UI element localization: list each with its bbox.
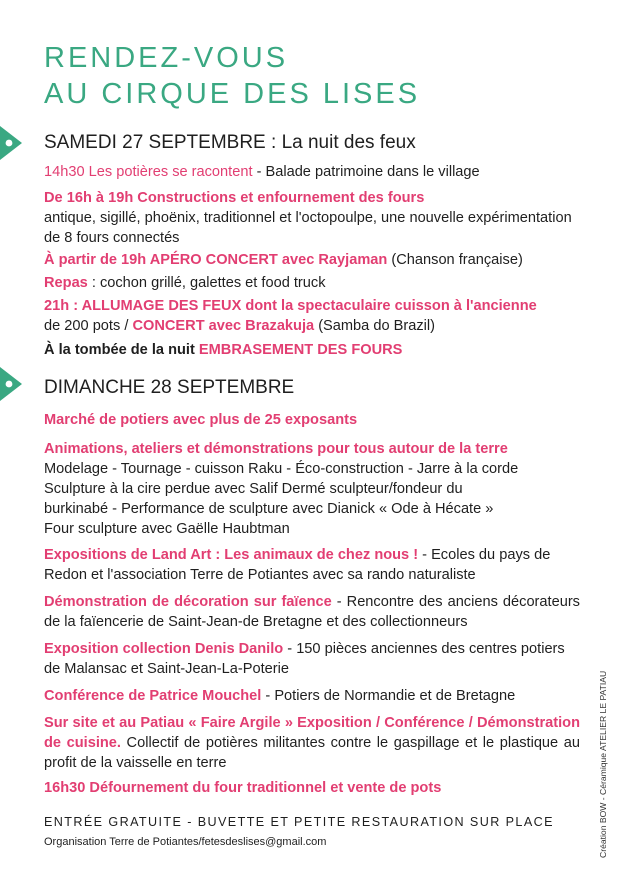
sun-event-marche <box>44 410 580 430</box>
event-title: À partir de 19h APÉRO CONCERT avec Rayjaman <box>44 252 388 268</box>
event-title: Animations, ateliers et démonstrations pour tous autour de la terre <box>44 441 508 457</box>
event-text: - 150 pièces anciennes des centres potiers de Malansac et Saint-Jean-La-Poterie <box>44 641 565 677</box>
event-text: (Chanson française) <box>387 252 523 268</box>
credit-vertical: Création BOW - Céramique ATELIER LE PATIAU <box>598 670 608 858</box>
event-text: - Rencontre des anciens décorateurs de la faïencerie de Saint-Jean-de Bretagne et des collectionneurs <box>44 594 580 630</box>
event-title: Repas <box>44 275 88 291</box>
sunday-heading: DIMANCHE 28 SEPTEMBRE <box>44 377 295 398</box>
event-text-line: Four sculpture avec Gaëlle Haubtman <box>44 521 290 537</box>
organizer-contact: Organisation Terre de Potiantes/fetesdeslises@gmail.com <box>44 836 327 848</box>
event-title: Sur site et au Patiau « Faire Argile » Exposition / Conférence / Démonstration de cuisine. <box>44 715 580 751</box>
page-title <box>44 40 420 112</box>
event-text: : cochon grillé, galettes et food truck <box>87 275 326 291</box>
sat-event-embrasement <box>44 340 580 360</box>
event-text: Collectif de potières militantes contre le gaspillage et le plastique au profit de la vaisselle en terre <box>44 735 580 771</box>
sun-event-danilo <box>44 639 580 679</box>
section-marker-icon <box>0 367 22 401</box>
section-marker-icon <box>0 126 22 160</box>
sat-event-repas <box>44 273 580 293</box>
title-line-2: AU CIRQUE DES LISES <box>44 78 421 110</box>
sat-event-apero <box>44 250 580 270</box>
event-title: EMBRASEMENT DES FOURS <box>198 342 403 358</box>
event-title: De 16h à 19h Constructions et enfournement des fours <box>44 190 425 206</box>
sat-event-balade <box>44 162 580 182</box>
event-text: - Potiers de Normandie et de Bretagne <box>261 688 516 704</box>
event-text: - Ecoles du pays de Redon et l'association Terre de Potiantes avec sa rando naturaliste <box>44 547 551 583</box>
event-text: antique, sigillé, phoënix, traditionnel et l'octopoulpe, une nouvelle expérimentation de 8 fours connectés <box>44 210 572 246</box>
entry-info: ENTRÉE GRATUITE - BUVETTE ET PETITE RESTAURATION SUR PLACE <box>44 815 554 829</box>
sun-event-faience <box>44 592 580 632</box>
event-text-line: burkinabé - Performance de sculpture avec Dianick « Ode à Hécate » <box>44 501 494 517</box>
event-title: 21h : ALLUMAGE DES FEUX dont la spectaculaire cuisson à l'ancienne <box>44 298 537 314</box>
event-title-concert: CONCERT avec Brazakuja <box>132 318 315 334</box>
event-text: (Samba do Brazil) <box>314 318 435 334</box>
sun-event-defournement <box>44 778 580 798</box>
event-title: 16h30 Défournement du four traditionnel et vente de pots <box>44 780 442 796</box>
saturday-heading: SAMEDI 27 SEPTEMBRE : La nuit des feux <box>44 132 416 153</box>
event-text-line: Modelage - Tournage - cuisson Raku - Éco-construction - Jarre à la corde <box>44 461 519 477</box>
title-line-1: RENDEZ-VOUS <box>44 42 289 74</box>
event-text: - Balade patrimoine dans le village <box>252 164 480 180</box>
sat-event-allumage <box>44 296 580 336</box>
event-title: Démonstration de décoration sur faïence <box>44 594 332 610</box>
event-text: À la tombée de la nuit <box>44 342 199 358</box>
event-title: Expositions de Land Art : Les animaux de chez nous ! <box>44 547 419 563</box>
sun-event-animations <box>44 439 580 539</box>
event-title: Marché de potiers avec plus de 25 exposants <box>44 412 358 428</box>
event-title: Conférence de Patrice Mouchel <box>44 688 262 704</box>
sun-event-land-art <box>44 545 580 585</box>
event-text: de 200 pots / <box>44 318 133 334</box>
event-title: Exposition collection Denis Danilo <box>44 641 284 657</box>
event-title: 14h30 Les potières se racontent <box>44 164 253 180</box>
sun-event-conference <box>44 686 580 706</box>
event-text-line: Sculpture à la cire perdue avec Salif Dermé sculpteur/fondeur du <box>44 481 463 497</box>
sun-event-faire-argile <box>44 713 580 773</box>
sat-event-fours <box>44 188 580 248</box>
